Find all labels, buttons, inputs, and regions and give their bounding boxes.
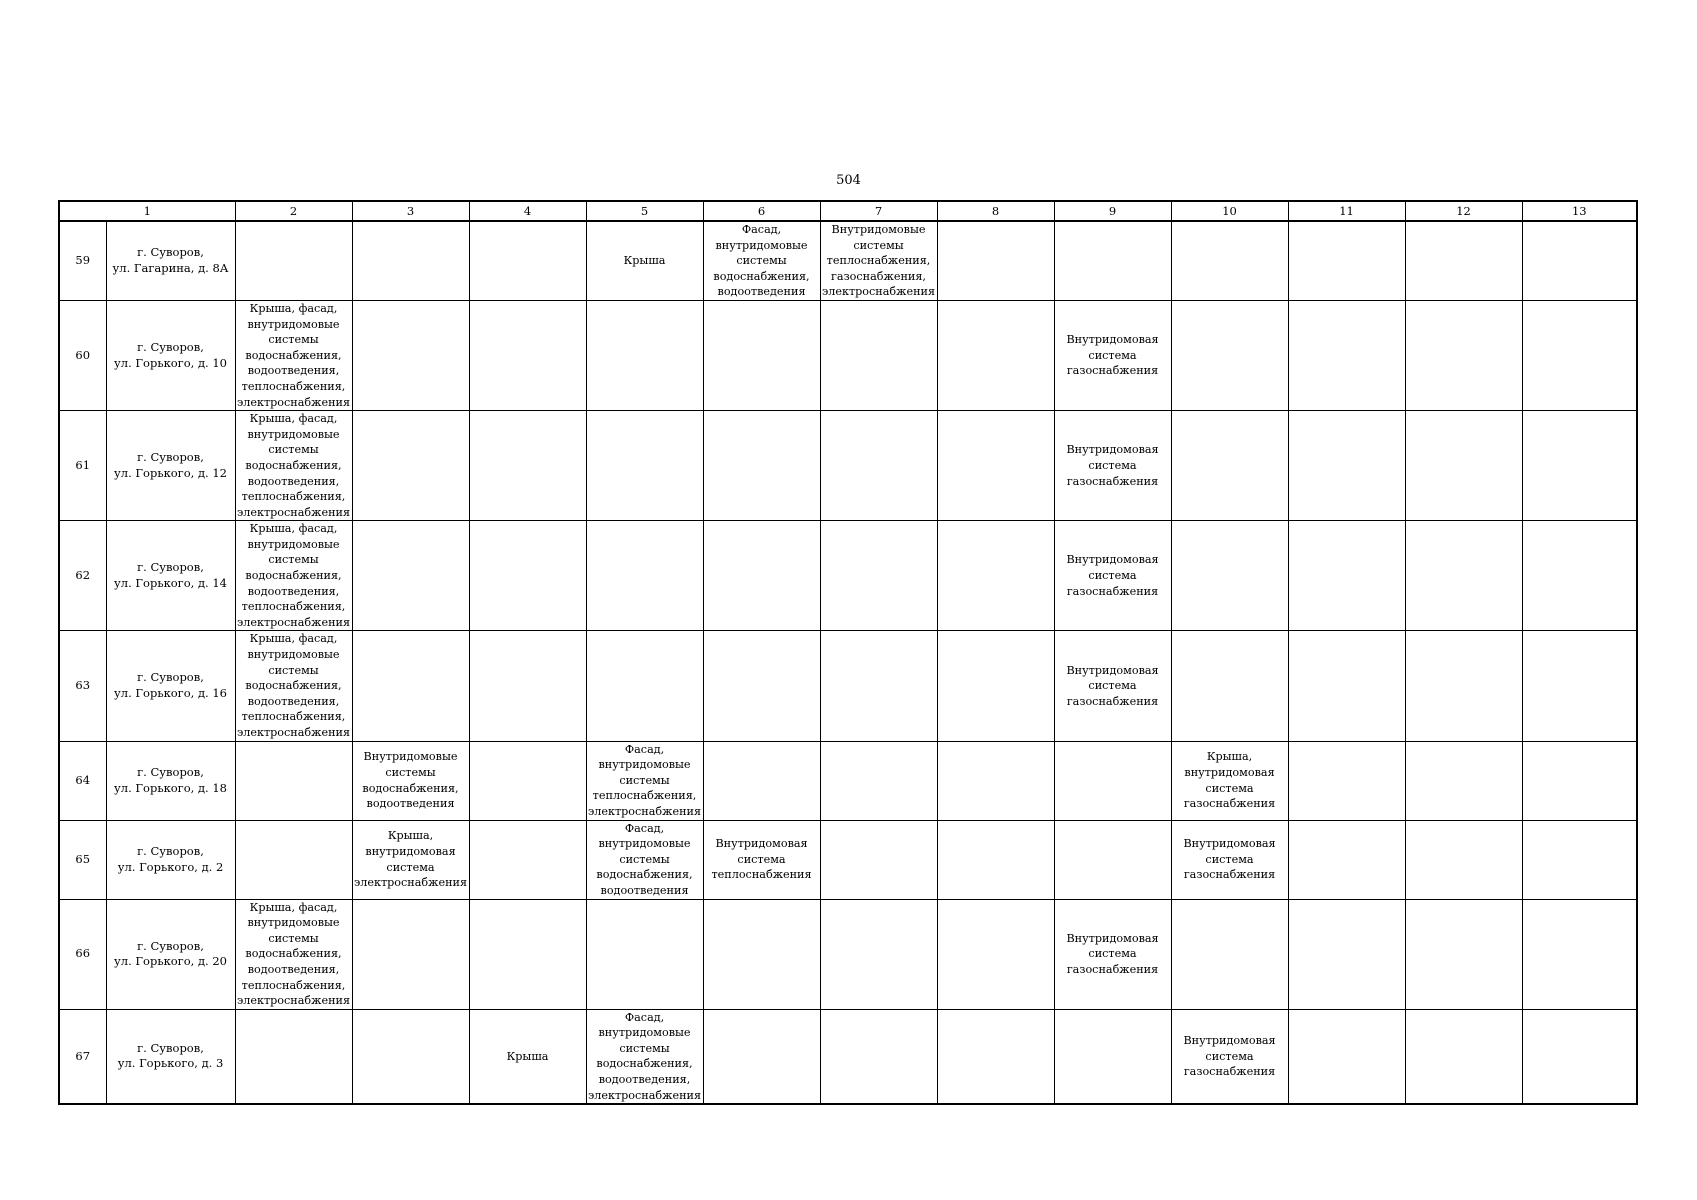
header-row bbox=[59, 201, 1637, 221]
schedule-cell bbox=[1171, 741, 1288, 820]
schedule-cell bbox=[235, 411, 352, 521]
schedule-cell bbox=[1054, 741, 1171, 820]
schedule-cell bbox=[1171, 631, 1288, 741]
schedule-cell bbox=[1288, 820, 1405, 899]
schedule-cell bbox=[1171, 1009, 1288, 1104]
schedule-cell bbox=[1405, 631, 1522, 741]
schedule-cell bbox=[1288, 899, 1405, 1009]
schedule-cell bbox=[352, 820, 469, 899]
schedule-cell bbox=[820, 820, 937, 899]
schedule-cell bbox=[1054, 521, 1171, 631]
schedule-cell bbox=[820, 411, 937, 521]
schedule-cell bbox=[1054, 1009, 1171, 1104]
column-header: 3 bbox=[352, 201, 469, 221]
work-type-text: Крыша, фасад, внутридомовые системы водоснабжения, водоотведения, теплоснабжения, электроснабжения bbox=[236, 522, 351, 629]
row-number: 66 bbox=[59, 899, 106, 1009]
schedule-cell bbox=[469, 300, 586, 410]
work-type-text: Внутридомовая система газоснабжения bbox=[1066, 443, 1159, 488]
work-type-text: Внутридомовая система газоснабжения bbox=[1066, 931, 1159, 976]
schedule-cell bbox=[1171, 300, 1288, 410]
address-text: г. Суворов, ул. Горького, д. 18 bbox=[114, 764, 227, 795]
schedule-cell bbox=[1405, 820, 1522, 899]
work-type-text: Внутридомовые системы водоснабжения, водоотведения bbox=[362, 750, 459, 811]
address-cell bbox=[106, 221, 235, 300]
schedule-cell bbox=[469, 1009, 586, 1104]
schedule-cell bbox=[703, 411, 820, 521]
work-type-text: Крыша, внутридомовая система электроснабжения bbox=[353, 829, 468, 890]
row-number: 65 bbox=[59, 820, 106, 899]
schedule-cell bbox=[352, 221, 469, 300]
schedule-cell bbox=[469, 631, 586, 741]
table-row bbox=[59, 899, 1637, 1009]
table-row bbox=[59, 631, 1637, 741]
schedule-cell bbox=[937, 411, 1054, 521]
schedule-cell bbox=[820, 300, 937, 410]
schedule-cell bbox=[1288, 741, 1405, 820]
work-type-text: Фасад, внутридомовые системы водоснабжения, водоотведения bbox=[713, 223, 810, 299]
schedule-cell bbox=[469, 411, 586, 521]
table-row bbox=[59, 221, 1637, 300]
address-cell bbox=[106, 631, 235, 741]
work-type-text: Крыша, фасад, внутридомовые системы водоснабжения, водоотведения, теплоснабжения, электроснабжения bbox=[236, 900, 351, 1008]
schedule-cell bbox=[1171, 521, 1288, 631]
schedule-cell bbox=[937, 300, 1054, 410]
address-text: г. Суворов, ул. Гагарина, д. 8А bbox=[112, 245, 229, 275]
address-text: г. Суворов, ул. Горького, д. 2 bbox=[117, 843, 224, 874]
schedule-cell bbox=[1405, 899, 1522, 1009]
schedule-cell bbox=[235, 300, 352, 410]
row-number: 61 bbox=[59, 411, 106, 521]
work-type-text: Внутридомовая система газоснабжения bbox=[1066, 333, 1159, 378]
table-row bbox=[59, 1009, 1637, 1104]
schedule-cell bbox=[1054, 631, 1171, 741]
page-number: 504 bbox=[836, 173, 861, 188]
schedule-cell bbox=[469, 899, 586, 1009]
schedule-cell bbox=[1405, 411, 1522, 521]
schedule-cell bbox=[352, 411, 469, 521]
address-cell bbox=[106, 820, 235, 899]
schedule-cell bbox=[586, 221, 703, 300]
schedule-cell bbox=[235, 899, 352, 1009]
schedule-cell bbox=[352, 899, 469, 1009]
column-header: 10 bbox=[1171, 201, 1288, 221]
schedule-cell bbox=[1522, 300, 1637, 410]
row-number: 63 bbox=[59, 631, 106, 741]
schedule-cell bbox=[1171, 899, 1288, 1009]
schedule-cell bbox=[586, 820, 703, 899]
column-header: 13 bbox=[1522, 201, 1637, 221]
column-header: 9 bbox=[1054, 201, 1171, 221]
work-type-text: Внутридомовые системы теплоснабжения, газоснабжения, электроснабжения bbox=[821, 223, 936, 299]
schedule-cell bbox=[1522, 221, 1637, 300]
column-header: 5 bbox=[586, 201, 703, 221]
schedule-cell bbox=[469, 820, 586, 899]
schedule-cell bbox=[352, 631, 469, 741]
schedule-cell bbox=[586, 899, 703, 1009]
schedule-cell bbox=[703, 221, 820, 300]
schedule-cell bbox=[703, 899, 820, 1009]
schedule-cell bbox=[586, 631, 703, 741]
address-text: г. Суворов, ул. Горького, д. 20 bbox=[114, 938, 227, 969]
schedule-cell bbox=[235, 221, 352, 300]
address-text: г. Суворов, ул. Горького, д. 16 bbox=[114, 670, 227, 701]
row-number: 59 bbox=[59, 221, 106, 300]
work-type-text: Внутридомовая система газоснабжения bbox=[1183, 1034, 1276, 1079]
column-header: 4 bbox=[469, 201, 586, 221]
work-type-text: Крыша, фасад, внутридомовые системы водоснабжения, водоотведения, теплоснабжения, электроснабжения bbox=[236, 632, 351, 739]
schedule-cell bbox=[820, 631, 937, 741]
schedule-cell bbox=[820, 741, 937, 820]
schedule-cell bbox=[937, 741, 1054, 820]
row-number: 67 bbox=[59, 1009, 106, 1104]
schedule-cell bbox=[703, 300, 820, 410]
schedule-cell bbox=[1054, 300, 1171, 410]
address-cell bbox=[106, 741, 235, 820]
schedule-cell bbox=[1171, 820, 1288, 899]
schedule-cell bbox=[586, 411, 703, 521]
schedule-cell bbox=[1522, 631, 1637, 741]
schedule-cell bbox=[937, 1009, 1054, 1104]
schedule-cell bbox=[820, 521, 937, 631]
table-row bbox=[59, 300, 1637, 410]
schedule-cell bbox=[1405, 741, 1522, 820]
address-cell bbox=[106, 899, 235, 1009]
schedule-cell bbox=[937, 820, 1054, 899]
work-type-text: Внутридомовая система теплоснабжения bbox=[711, 837, 812, 882]
schedule-cell bbox=[586, 521, 703, 631]
schedule-cell bbox=[937, 521, 1054, 631]
schedule-cell bbox=[937, 899, 1054, 1009]
schedule-cell bbox=[469, 221, 586, 300]
work-type-text: Крыша, фасад, внутридомовые системы водоснабжения, водоотведения, теплоснабжения, электроснабжения bbox=[236, 301, 351, 409]
work-type-text: Крыша, внутридомовая система газоснабжения bbox=[1183, 750, 1276, 811]
schedule-cell bbox=[352, 300, 469, 410]
schedule-cell bbox=[703, 741, 820, 820]
work-type-text: Крыша bbox=[506, 1049, 549, 1063]
table-row bbox=[59, 820, 1637, 899]
work-type-text: Внутридомовая система газоснабжения bbox=[1183, 837, 1276, 882]
schedule-cell bbox=[703, 1009, 820, 1104]
row-number: 62 bbox=[59, 521, 106, 631]
schedule-cell bbox=[1288, 411, 1405, 521]
schedule-cell bbox=[235, 631, 352, 741]
address-text: г. Суворов, ул. Горького, д. 12 bbox=[114, 450, 227, 480]
schedule-cell bbox=[703, 631, 820, 741]
address-cell bbox=[106, 411, 235, 521]
work-type-text: Внутридомовая система газоснабжения bbox=[1066, 553, 1159, 598]
column-header: 6 bbox=[703, 201, 820, 221]
schedule-cell bbox=[1405, 1009, 1522, 1104]
schedule-cell bbox=[1288, 221, 1405, 300]
address-cell bbox=[106, 1009, 235, 1104]
schedule-cell bbox=[352, 1009, 469, 1104]
table-row bbox=[59, 411, 1637, 521]
address-cell bbox=[106, 300, 235, 410]
schedule-cell bbox=[1522, 820, 1637, 899]
row-number: 60 bbox=[59, 300, 106, 410]
schedule-cell bbox=[235, 741, 352, 820]
schedule-cell bbox=[703, 820, 820, 899]
schedule-cell bbox=[235, 820, 352, 899]
table-row bbox=[59, 741, 1637, 820]
schedule-cell bbox=[352, 521, 469, 631]
address-text: г. Суворов, ул. Горького, д. 14 bbox=[114, 560, 227, 590]
schedule-cell bbox=[1288, 521, 1405, 631]
column-header: 11 bbox=[1288, 201, 1405, 221]
schedule-cell bbox=[1054, 820, 1171, 899]
column-header: 2 bbox=[235, 201, 352, 221]
schedule-cell bbox=[1288, 631, 1405, 741]
work-type-text: Крыша bbox=[623, 254, 666, 268]
schedule-cell bbox=[937, 631, 1054, 741]
schedule-cell bbox=[586, 741, 703, 820]
schedule-cell bbox=[1522, 521, 1637, 631]
schedule-cell bbox=[820, 1009, 937, 1104]
address-text: г. Суворов, ул. Горького, д. 10 bbox=[114, 339, 227, 370]
schedule-cell bbox=[586, 1009, 703, 1104]
schedule-cell bbox=[469, 521, 586, 631]
schedule-cell bbox=[1288, 1009, 1405, 1104]
address-text: г. Суворов, ул. Горького, д. 3 bbox=[117, 1040, 224, 1071]
schedule-cell bbox=[1054, 221, 1171, 300]
schedule-cell bbox=[352, 741, 469, 820]
work-type-text: Фасад, внутридомовые системы водоснабжения, водоотведения bbox=[596, 821, 693, 897]
schedule-cell bbox=[235, 521, 352, 631]
schedule-cell bbox=[235, 1009, 352, 1104]
schedule-cell bbox=[1522, 741, 1637, 820]
table-row bbox=[59, 521, 1637, 631]
address-cell bbox=[106, 521, 235, 631]
schedule-cell bbox=[1405, 300, 1522, 410]
schedule-cell bbox=[703, 521, 820, 631]
column-header: 7 bbox=[820, 201, 937, 221]
schedule-cell bbox=[1405, 221, 1522, 300]
schedule-cell bbox=[1171, 411, 1288, 521]
schedule-cell bbox=[586, 300, 703, 410]
schedule-cell bbox=[820, 899, 937, 1009]
schedule-cell bbox=[1054, 411, 1171, 521]
schedule-cell bbox=[820, 221, 937, 300]
table-body bbox=[59, 221, 1637, 1104]
schedule-cell bbox=[937, 221, 1054, 300]
schedule-cell bbox=[469, 741, 586, 820]
schedule-cell bbox=[1171, 221, 1288, 300]
work-type-text: Фасад, внутридомовые системы теплоснабжения, электроснабжения bbox=[587, 742, 702, 818]
schedule-cell bbox=[1405, 521, 1522, 631]
row-number: 64 bbox=[59, 741, 106, 820]
column-header: 8 bbox=[937, 201, 1054, 221]
column-header: 12 bbox=[1405, 201, 1522, 221]
work-type-text: Внутридомовая система газоснабжения bbox=[1066, 663, 1159, 708]
column-header: 1 bbox=[59, 201, 235, 221]
work-type-text: Крыша, фасад, внутридомовые системы водоснабжения, водоотведения, теплоснабжения, электроснабжения bbox=[236, 412, 351, 519]
schedule-cell bbox=[1522, 411, 1637, 521]
repair-schedule-table bbox=[58, 200, 1638, 1105]
schedule-cell bbox=[1054, 899, 1171, 1009]
schedule-cell bbox=[1288, 300, 1405, 410]
work-type-text: Фасад, внутридомовые системы водоснабжения, водоотведения, электроснабжения bbox=[587, 1010, 702, 1102]
schedule-cell bbox=[1522, 1009, 1637, 1104]
schedule-cell bbox=[1522, 899, 1637, 1009]
